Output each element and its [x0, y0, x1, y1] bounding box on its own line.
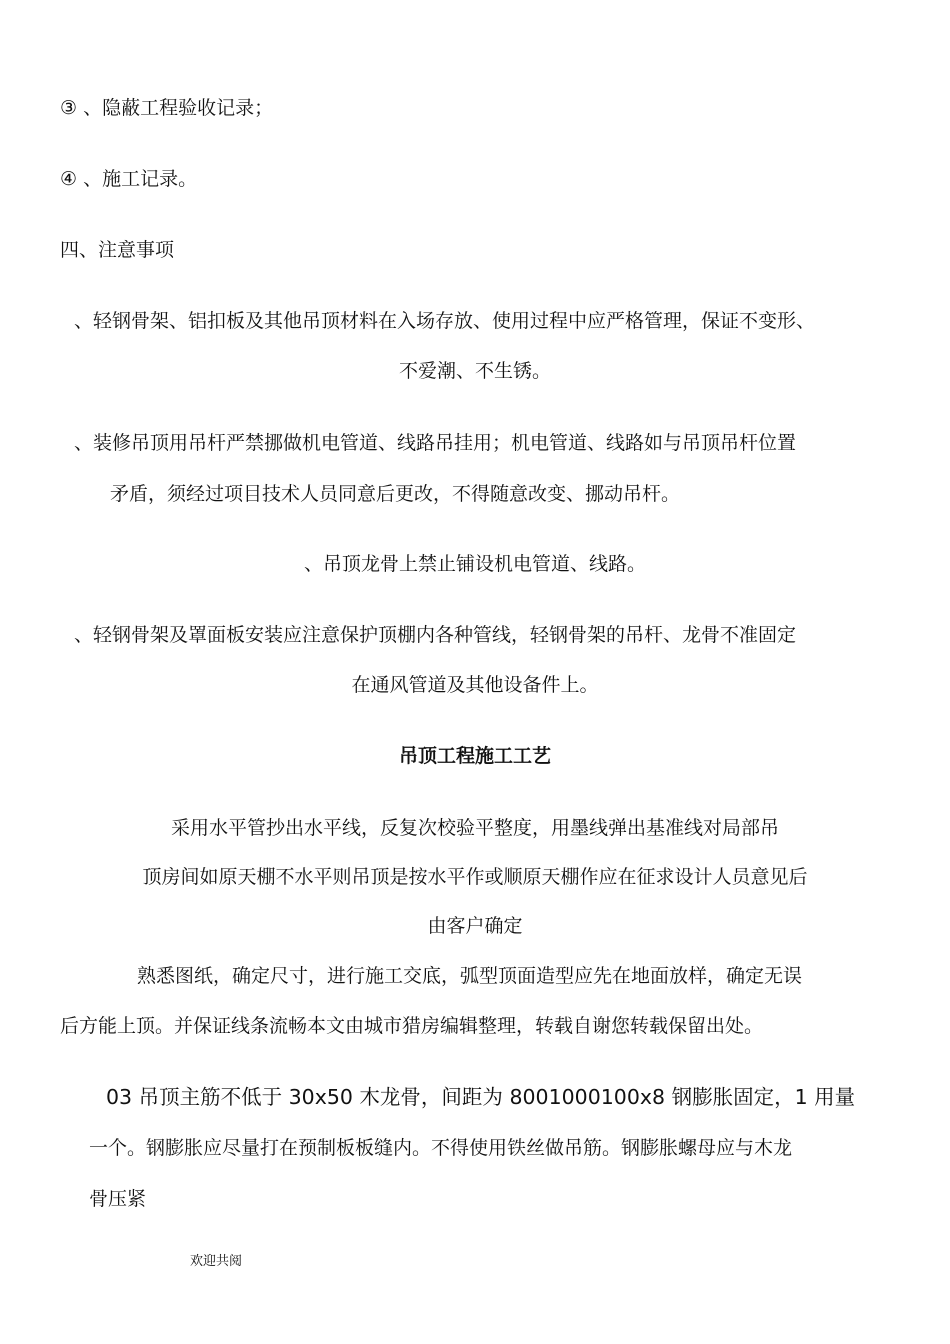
note-2-line-2: 矛盾，须经过项目技术人员同意后更改，不得随意改变、挪动吊杆。 [110, 483, 681, 505]
craft-paragraph-3-line-1: 03 吊顶主筋不低于 30x50 木龙骨，间距为 8001000100x8 钢膨胀固定，1 用量 [106, 1085, 856, 1109]
craft-paragraph-2-line-2: 后方能上顶。并保证线条流畅本文由城市猎房编辑整理，转载自谢您转载保留出处。 [60, 1015, 764, 1037]
note-2-line-1: 、装修吊顶用吊杆严禁挪做机电管道、线路吊挂用；机电管道、线路如与吊顶吊杆位置 [74, 432, 797, 454]
craft-paragraph-1-line-1: 采用水平管抄出水平线，反复次校验平整度，用墨线弹出基准线对局部吊 [170, 817, 779, 839]
craft-paragraph-1-line-3: 由客户确定 [427, 915, 523, 937]
list-item-4: ④ 、施工记录。 [60, 168, 198, 190]
note-4-line-2: 在通风管道及其他设备件上。 [351, 674, 599, 696]
craft-title: 吊顶工程施工工艺 [398, 745, 551, 767]
craft-paragraph-2-line-1: 熟悉图纸，确定尺寸，进行施工交底，弧型顶面造型应先在地面放样，确定无误 [137, 965, 803, 987]
note-4-line-1: 、轻钢骨架及罩面板安装应注意保护顶棚内各种管线，轻钢骨架的吊杆、龙骨不准固定 [74, 624, 797, 646]
craft-paragraph-1-line-2: 顶房间如原天棚不水平则吊顶是按水平作或顺原天棚作应在征求设计人员意见后 [142, 866, 808, 888]
note-1-line-2: 不爱潮、不生锈。 [398, 360, 551, 382]
note-1-line-1: 、轻钢骨架、铝扣板及其他吊顶材料在入场存放、使用过程中应严格管理，保证不变形、 [74, 310, 816, 332]
list-item-3: ③ 、隐蔽工程验收记录； [60, 97, 274, 119]
footer-note: 欢迎共阅 [190, 1254, 243, 1269]
section-heading: 四、注意事项 [60, 239, 175, 261]
craft-paragraph-3-line-3: 骨压紧 [89, 1188, 147, 1210]
craft-paragraph-3-line-2: 一个。钢膨胀应尽量打在预制板板缝内。不得使用铁丝做吊筋。钢膨胀螺母应与木龙 [89, 1137, 793, 1159]
note-3: 、吊顶龙骨上禁止铺设机电管道、线路。 [303, 553, 646, 575]
